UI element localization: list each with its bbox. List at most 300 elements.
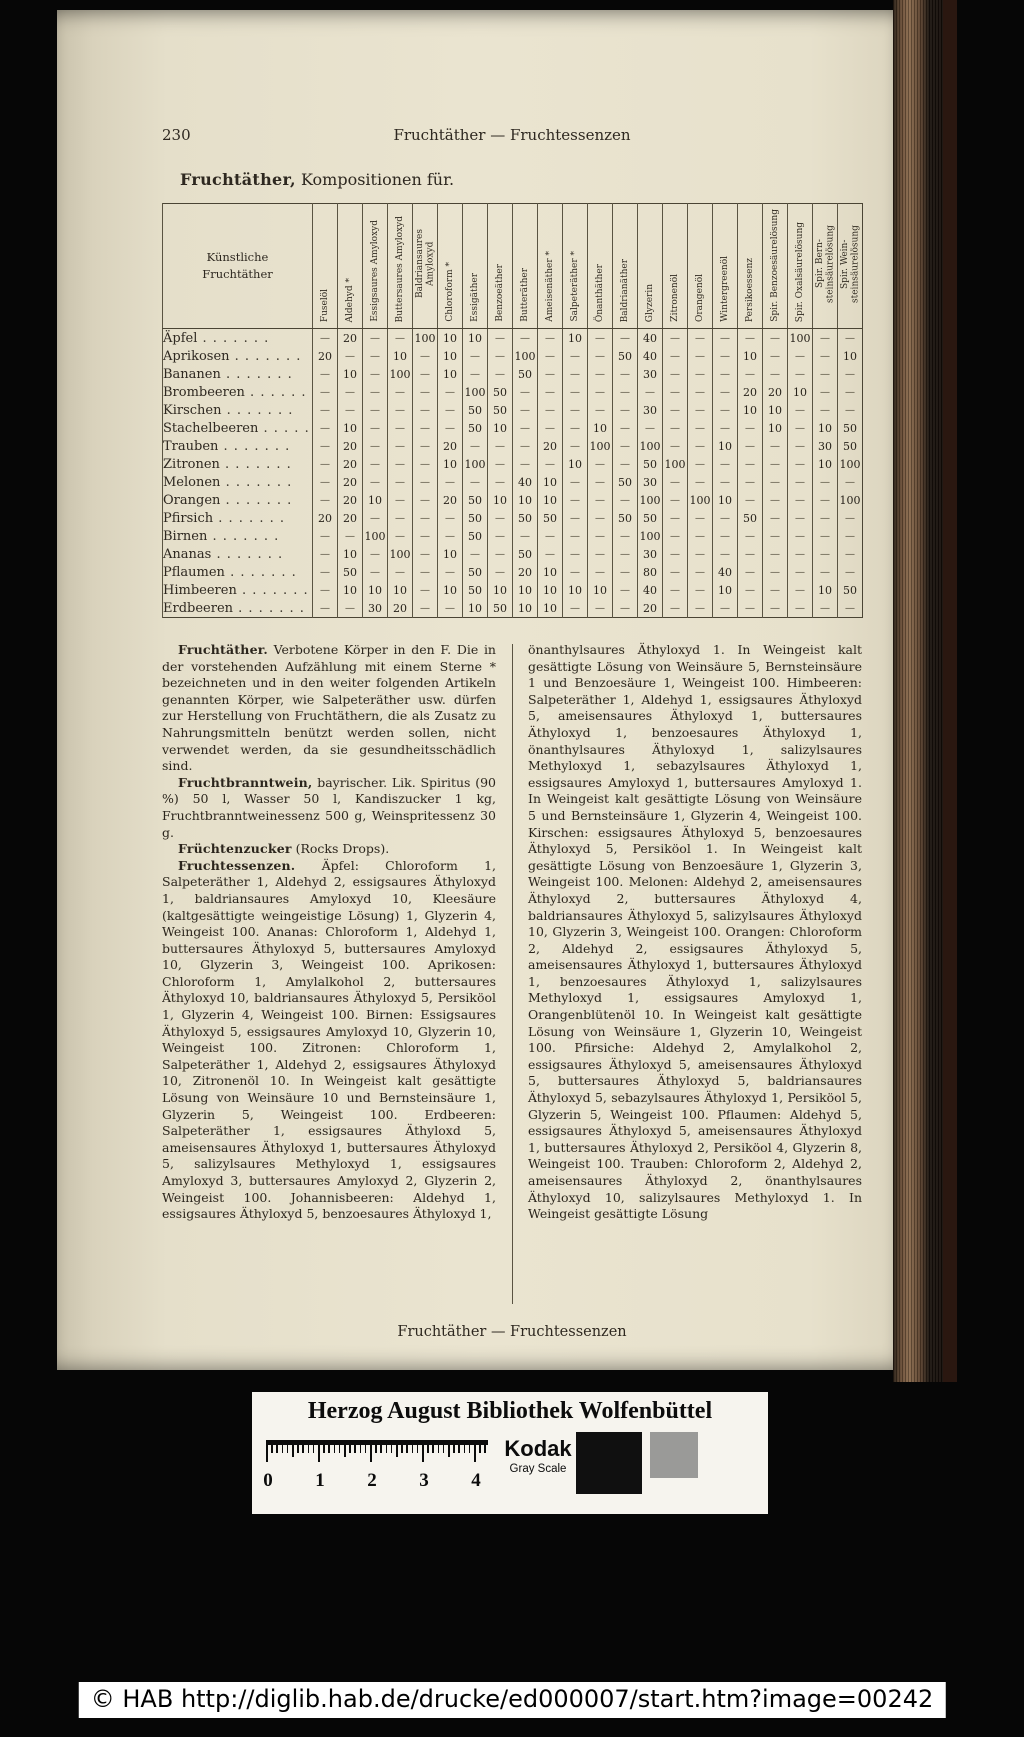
table-cell: — — [663, 473, 688, 491]
table-cell: 40 — [638, 581, 663, 599]
table-cell: 100 — [788, 329, 813, 348]
table-cell: — — [738, 419, 763, 437]
table-row — [163, 455, 863, 473]
table-cell: — — [788, 581, 813, 599]
fruit-name-cell: Aprikosen . . . — [163, 347, 313, 365]
table-column-header: Spir. Weinsteinsäurelösung — [838, 204, 863, 329]
table-cell: — — [563, 365, 588, 383]
table-cell: — — [813, 563, 838, 581]
table-cell: — — [563, 383, 588, 401]
table-column-header: Wintergreenöl — [713, 204, 738, 329]
table-cell: — — [813, 347, 838, 365]
table-column-header: Salpeteräther * — [563, 204, 588, 329]
ruler-tick — [464, 1445, 466, 1453]
table-column-header: Ameisenäther * — [538, 204, 563, 329]
table-cell: 30 — [638, 473, 663, 491]
table-cell: 10 — [488, 581, 513, 599]
table-cell: 10 — [338, 365, 363, 383]
ruler-tick — [360, 1445, 362, 1453]
table-cell: — — [413, 545, 438, 563]
table-cell: — — [838, 383, 863, 401]
table-column-header: Zitronenöl — [663, 204, 688, 329]
fruit-name-cell: Zitronen . . . — [163, 455, 313, 473]
table-cell: — — [363, 455, 388, 473]
table-cell: — — [813, 509, 838, 527]
table-cell: — — [563, 473, 588, 491]
table-cell: — — [788, 455, 813, 473]
body-column-left — [162, 642, 496, 1304]
table-cell: — — [588, 527, 613, 545]
table-cell: — — [688, 365, 713, 383]
table-cell: 50 — [613, 347, 638, 365]
table-cell: — — [663, 527, 688, 545]
table-cell: — — [438, 401, 463, 419]
table-cell: — — [388, 383, 413, 401]
table-cell: — — [438, 473, 463, 491]
table-cell: 20 — [338, 473, 363, 491]
table-cell: 50 — [738, 509, 763, 527]
table-row — [163, 509, 863, 527]
book-fore-edge — [893, 0, 943, 1382]
table-cell: 50 — [463, 509, 488, 527]
table-cell: — — [413, 383, 438, 401]
ruler-tick — [271, 1445, 273, 1453]
table-cell: — — [538, 329, 563, 348]
table-cell: — — [363, 509, 388, 527]
table-cell: 20 — [538, 437, 563, 455]
table-cell: — — [688, 383, 713, 401]
table-cell: — — [738, 545, 763, 563]
fruit-name-cell: Brombeeren . . . — [163, 383, 313, 401]
table-cell: 50 — [488, 401, 513, 419]
table-cell: — — [513, 437, 538, 455]
article-title — [180, 170, 862, 189]
table-cell: 10 — [538, 473, 563, 491]
table-cell: 50 — [613, 509, 638, 527]
table-cell: — — [313, 581, 338, 599]
table-cell: — — [438, 509, 463, 527]
table-cell: — — [563, 563, 588, 581]
table-cell: 10 — [588, 419, 613, 437]
table-cell: 10 — [563, 581, 588, 599]
fruit-name-cell: Trauben . . . — [163, 437, 313, 455]
table-cell: — — [613, 545, 638, 563]
page-footer: Fruchtäther — Fruchtessenzen — [397, 1324, 627, 1340]
table-cell: — — [613, 581, 638, 599]
ruler-tick — [323, 1445, 325, 1453]
table-cell: — — [588, 545, 613, 563]
table-cell: 20 — [313, 347, 338, 365]
body-column-right — [528, 642, 862, 1304]
table-cell: — — [688, 563, 713, 581]
table-cell: 100 — [588, 437, 613, 455]
table-cell: 50 — [338, 563, 363, 581]
table-cell: 20 — [763, 383, 788, 401]
table-cell: — — [763, 545, 788, 563]
table-cell: 30 — [638, 545, 663, 563]
table-cell: — — [488, 545, 513, 563]
table-cell: — — [688, 455, 713, 473]
table-cell: — — [513, 383, 538, 401]
table-cell: 100 — [638, 491, 663, 509]
table-cell: 100 — [413, 329, 438, 348]
table-cell: 20 — [338, 509, 363, 527]
table-cell: 50 — [638, 455, 663, 473]
table-cell: — — [738, 329, 763, 348]
table-cell: — — [488, 329, 513, 348]
table-cell: — — [763, 473, 788, 491]
library-name: Herzog August Bibliothek Wolfenbüttel — [307, 1398, 713, 1424]
table-cell: — — [438, 563, 463, 581]
table-cell: 50 — [538, 509, 563, 527]
table-cell: 100 — [363, 527, 388, 545]
table-row — [163, 401, 863, 419]
table-cell: — — [713, 329, 738, 348]
table-cell: 50 — [463, 419, 488, 437]
table-cell: — — [588, 329, 613, 348]
table-cell: — — [713, 401, 738, 419]
fruit-name-cell: Äpfel . . . — [163, 329, 313, 348]
table-cell: — — [688, 527, 713, 545]
table-cell: — — [313, 383, 338, 401]
ruler-number: 4 — [471, 1470, 481, 1491]
table-row — [163, 437, 863, 455]
table-cell: 10 — [338, 545, 363, 563]
table-cell: — — [738, 527, 763, 545]
table-row — [163, 383, 863, 401]
ruler-tick — [334, 1445, 336, 1453]
table-cell: — — [563, 545, 588, 563]
table-cell: — — [313, 437, 338, 455]
fruit-name-cell: Bananen . . . — [163, 365, 313, 383]
table-column-header: Glyzerin — [638, 204, 663, 329]
table-cell: — — [813, 365, 838, 383]
table-cell: — — [813, 491, 838, 509]
table-cell: — — [763, 509, 788, 527]
table-cell: 10 — [713, 437, 738, 455]
table-cell: — — [438, 383, 463, 401]
table-cell: — — [588, 491, 613, 509]
table-cell: 50 — [513, 509, 538, 527]
table-cell: — — [313, 491, 338, 509]
table-cell: — — [463, 347, 488, 365]
ruler-tick — [479, 1445, 481, 1453]
table-cell: 50 — [463, 527, 488, 545]
running-head: Fruchtäther — Fruchtessenzen — [393, 126, 631, 144]
table-cell: — — [788, 545, 813, 563]
table-cell: — — [688, 347, 713, 365]
table-cell: 50 — [463, 581, 488, 599]
table-cell: — — [588, 599, 613, 618]
table-cell: 10 — [488, 419, 513, 437]
table-cell: — — [613, 455, 638, 473]
table-cell: — — [738, 455, 763, 473]
page-number: 230 — [162, 126, 191, 144]
fruit-name-cell: Stachelbeeren . . . — [163, 419, 313, 437]
table-cell: 20 — [313, 509, 338, 527]
table-cell: — — [713, 509, 738, 527]
ruler-tick — [370, 1445, 372, 1462]
table-cell: — — [538, 419, 563, 437]
table-cell: 10 — [813, 419, 838, 437]
body-text — [162, 642, 862, 1304]
table-cell: — — [313, 401, 338, 419]
table-cell: — — [663, 509, 688, 527]
table-cell: — — [413, 455, 438, 473]
table-cell: — — [713, 347, 738, 365]
ruler-tick — [406, 1445, 408, 1453]
table-cell: 100 — [638, 527, 663, 545]
table-cell: — — [313, 545, 338, 563]
table-cell: 10 — [838, 347, 863, 365]
table-cell: — — [588, 347, 613, 365]
table-cell: 10 — [813, 581, 838, 599]
ruler-tick — [349, 1445, 351, 1453]
ruler-tick — [297, 1445, 299, 1453]
table-cell: — — [688, 329, 713, 348]
table-cell: — — [713, 455, 738, 473]
body-paragraph: Fruchtbranntwein, bayrischer. Lik. Spiritus (90 %) 50 l, Wasser 50 l, Kandiszucker 1 kg, Fruchtbranntweinessenz 500 g, Weinspritessenz 30 g. — [162, 774, 496, 840]
table-cell: — — [438, 419, 463, 437]
table-cell: 10 — [463, 329, 488, 348]
table-cell: — — [688, 581, 713, 599]
table-cell: 10 — [438, 347, 463, 365]
ruler-tick — [469, 1445, 471, 1453]
table-cell: — — [838, 329, 863, 348]
table-cell: — — [763, 563, 788, 581]
table-cell: — — [688, 401, 713, 419]
table-cell: — — [613, 329, 638, 348]
fruit-name-cell: Kirschen . . . — [163, 401, 313, 419]
table-cell: — — [313, 419, 338, 437]
table-cell: 80 — [638, 563, 663, 581]
table-cell: — — [588, 455, 613, 473]
table-cell: 50 — [463, 563, 488, 581]
table-cell: 20 — [338, 491, 363, 509]
table-cell: — — [363, 329, 388, 348]
table-cell: — — [338, 401, 363, 419]
table-cell: — — [413, 365, 438, 383]
table-cell: 10 — [563, 329, 588, 348]
table-cell: — — [488, 347, 513, 365]
gray-scale-patch-black — [576, 1432, 642, 1494]
ruler-tick — [287, 1445, 289, 1453]
table-column-header: Essigäther — [463, 204, 488, 329]
table-column-header: Baldrianäther — [613, 204, 638, 329]
kodak-gray-scale-card — [252, 1392, 768, 1514]
table-cell: — — [613, 491, 638, 509]
table-cell: — — [488, 455, 513, 473]
table-cell: — — [388, 329, 413, 348]
table-cell: — — [388, 419, 413, 437]
table-cell: — — [663, 401, 688, 419]
table-cell: — — [538, 383, 563, 401]
table-cell: — — [488, 437, 513, 455]
fruit-name-cell: Himbeeren . . . — [163, 581, 313, 599]
table-cell: — — [738, 599, 763, 618]
table-cell: — — [688, 419, 713, 437]
table-cell: — — [663, 329, 688, 348]
table-cell: — — [563, 419, 588, 437]
table-row — [163, 419, 863, 437]
table-cell: — — [813, 545, 838, 563]
table-cell: — — [563, 599, 588, 618]
table-row — [163, 581, 863, 599]
table-cell: 10 — [438, 365, 463, 383]
ruler-tick — [432, 1445, 434, 1453]
table-cell: — — [488, 527, 513, 545]
table-cell: 30 — [638, 365, 663, 383]
ruler-tick — [396, 1445, 398, 1457]
table-column-header: Fuselöl — [313, 204, 338, 329]
table-cell: — — [788, 599, 813, 618]
table-cell: 50 — [838, 419, 863, 437]
table-cell: — — [763, 527, 788, 545]
table-cell: 20 — [338, 455, 363, 473]
ruler-tick — [328, 1445, 330, 1453]
fruit-name-cell: Pfirsich . . . — [163, 509, 313, 527]
body-paragraph: Fruchtäther. Verbotene Körper in den F. Die in der vorstehenden Aufzählung mit einem Sterne * bezeichneten und in den weiter folgenden Artikeln genannten Körper, wie Salpeteräther usw. dürfen zur Herstellung von Fruchtäthern, die als Zusatz zu Nahrungsmitteln benützt werden sollen, nicht verwendet werden, da sie gesundheitsschädlich sind. — [162, 642, 496, 774]
table-cell: 10 — [388, 581, 413, 599]
table-cell: 50 — [638, 509, 663, 527]
table-cell: 10 — [763, 419, 788, 437]
table-cell: — — [313, 329, 338, 348]
ruler-tick — [375, 1445, 377, 1453]
table-cell: 100 — [513, 347, 538, 365]
table-cell: — — [763, 347, 788, 365]
table-cell: — — [338, 347, 363, 365]
table-cell: — — [813, 473, 838, 491]
table-cell: — — [438, 527, 463, 545]
table-cell: — — [463, 473, 488, 491]
table-row — [163, 563, 863, 581]
table-cell: — — [663, 347, 688, 365]
table-cell: — — [338, 527, 363, 545]
table-cell: 50 — [488, 383, 513, 401]
table-cell: — — [638, 419, 663, 437]
table-cell: — — [588, 563, 613, 581]
table-cell: — — [363, 347, 388, 365]
table-row — [163, 545, 863, 563]
table-cell: 50 — [488, 599, 513, 618]
table-cell: — — [413, 599, 438, 618]
ruler-tick — [438, 1445, 440, 1453]
table-cell: — — [563, 491, 588, 509]
table-cell: 10 — [513, 599, 538, 618]
body-paragraph: Fruchtessenzen. Äpfel: Chloroform 1, Salpeteräther 1, Aldehyd 2, essigsaures Äthyloxyd 1, baldriansaures Amyloxyd 10, Kleesäure (kaltgesättigte weingeistige Lösung) 1, Glyzerin 4, Weingeist 100. Ananas: Chloroform 1, Aldehyd 1, buttersaures Äthyloxyd 5, buttersaures Amyloxyd 10, Glyzerin 3, Weingeist 100. Aprikosen: Chloroform 1, Amylalkohol 2, buttersaures Äthyloxyd 10, baldriansaures Äthyloxyd 5, Persiköol 1, Glyzerin 4, Weingeist 100. Birnen: Essigsaures Äthyloxyd 5, essigsaures Amyloxyd 10, Glyzerin 10, Weingeist 100. Zitronen: Chloroform 1, Salpeteräther 1, Aldehyd 2, essigsaures Äthyloxyd 10, Zitronenöl 10. In Weingeist kalt gesättigte Lösung von Weinsäure 10 und Bernsteinsäure 1, Glyzerin 5, Weingeist 100. Erdbeeren: Salpeteräther 1, essigsaures Äthyloxd 5, ameisensaures Äthyloxyd 1, buttersaures Äthyloxyd 5, salizylsaures Methyloxyd 1, essigsaures Amyloxyd 3, buttersaures Amyloxyd 2, Glyzerin 2, Weingeist 100. Johannisbeeren: Aldehyd 1, essigsaures Äthyloxyd 5, benzoesaures Äthyloxyd 1, — [162, 857, 496, 1222]
table-cell: — — [488, 473, 513, 491]
table-cell: — — [788, 473, 813, 491]
book-cover-edge — [943, 0, 957, 1382]
table-cell: 10 — [513, 581, 538, 599]
fruit-name-cell: Pflaumen . . . — [163, 563, 313, 581]
table-cell: 10 — [538, 599, 563, 618]
table-cell: — — [463, 437, 488, 455]
table-cell: — — [413, 401, 438, 419]
table-cell: 10 — [438, 329, 463, 348]
fruit-name-cell: Melonen . . . — [163, 473, 313, 491]
table-cell: 100 — [838, 455, 863, 473]
table-cell: 50 — [513, 365, 538, 383]
table-cell: — — [613, 419, 638, 437]
ruler-tick — [484, 1445, 486, 1453]
table-cell: — — [788, 509, 813, 527]
table-cell: 10 — [388, 347, 413, 365]
ruler-tick — [474, 1445, 476, 1462]
table-cell: — — [738, 563, 763, 581]
table-cell: — — [563, 527, 588, 545]
table-cell: — — [838, 365, 863, 383]
table-cell: — — [763, 437, 788, 455]
table-cell: 100 — [663, 455, 688, 473]
table-cell: — — [613, 383, 638, 401]
table-row — [163, 329, 863, 348]
table-cell: — — [713, 419, 738, 437]
table-cell: 100 — [688, 491, 713, 509]
table-cell: — — [538, 401, 563, 419]
table-cell: — — [813, 383, 838, 401]
ruler-number: 1 — [315, 1470, 325, 1491]
ruler-tick — [417, 1445, 419, 1453]
table-cell: — — [763, 365, 788, 383]
kodak-scale-label: Gray Scale — [509, 1463, 567, 1475]
table-cell: — — [538, 527, 563, 545]
table-cell: — — [313, 527, 338, 545]
table-cell: — — [363, 401, 388, 419]
table-cell: — — [488, 563, 513, 581]
table-cell: 10 — [538, 491, 563, 509]
body-paragraph: Früchtenzucker (Rocks Drops). — [178, 841, 390, 857]
ruler-tick — [453, 1445, 455, 1453]
table-cell: — — [313, 365, 338, 383]
table-cell: 10 — [563, 455, 588, 473]
composition-table — [162, 203, 863, 618]
table-cell: — — [338, 383, 363, 401]
table-cell: 100 — [388, 365, 413, 383]
table-column-header: Aldehyd * — [338, 204, 363, 329]
table-cell: — — [363, 545, 388, 563]
table-cell: — — [413, 491, 438, 509]
table-cell: — — [838, 509, 863, 527]
table-cell: — — [738, 581, 763, 599]
table-cell: 20 — [638, 599, 663, 618]
table-cell: — — [463, 545, 488, 563]
ruler-tick — [386, 1445, 388, 1453]
table-cell: — — [313, 599, 338, 618]
table-cell: — — [413, 509, 438, 527]
table-cell: — — [413, 581, 438, 599]
table-cell: — — [538, 545, 563, 563]
table-corner-header: Künstliche Fruchtäther — [163, 204, 313, 329]
table-cell: — — [663, 599, 688, 618]
table-cell: — — [688, 437, 713, 455]
table-cell: — — [838, 401, 863, 419]
table-cell: — — [588, 383, 613, 401]
ruler-number: 2 — [367, 1470, 377, 1491]
table-cell: — — [488, 509, 513, 527]
table-cell: 10 — [363, 491, 388, 509]
table-cell: — — [363, 473, 388, 491]
table-cell: — — [413, 527, 438, 545]
table-cell: 20 — [738, 383, 763, 401]
table-row — [163, 527, 863, 545]
ruler-tick — [380, 1445, 382, 1453]
table-cell: 30 — [638, 401, 663, 419]
table-cell: — — [313, 563, 338, 581]
fruit-name-cell: Orangen . . . — [163, 491, 313, 509]
table-cell: 10 — [513, 491, 538, 509]
table-cell: — — [313, 455, 338, 473]
